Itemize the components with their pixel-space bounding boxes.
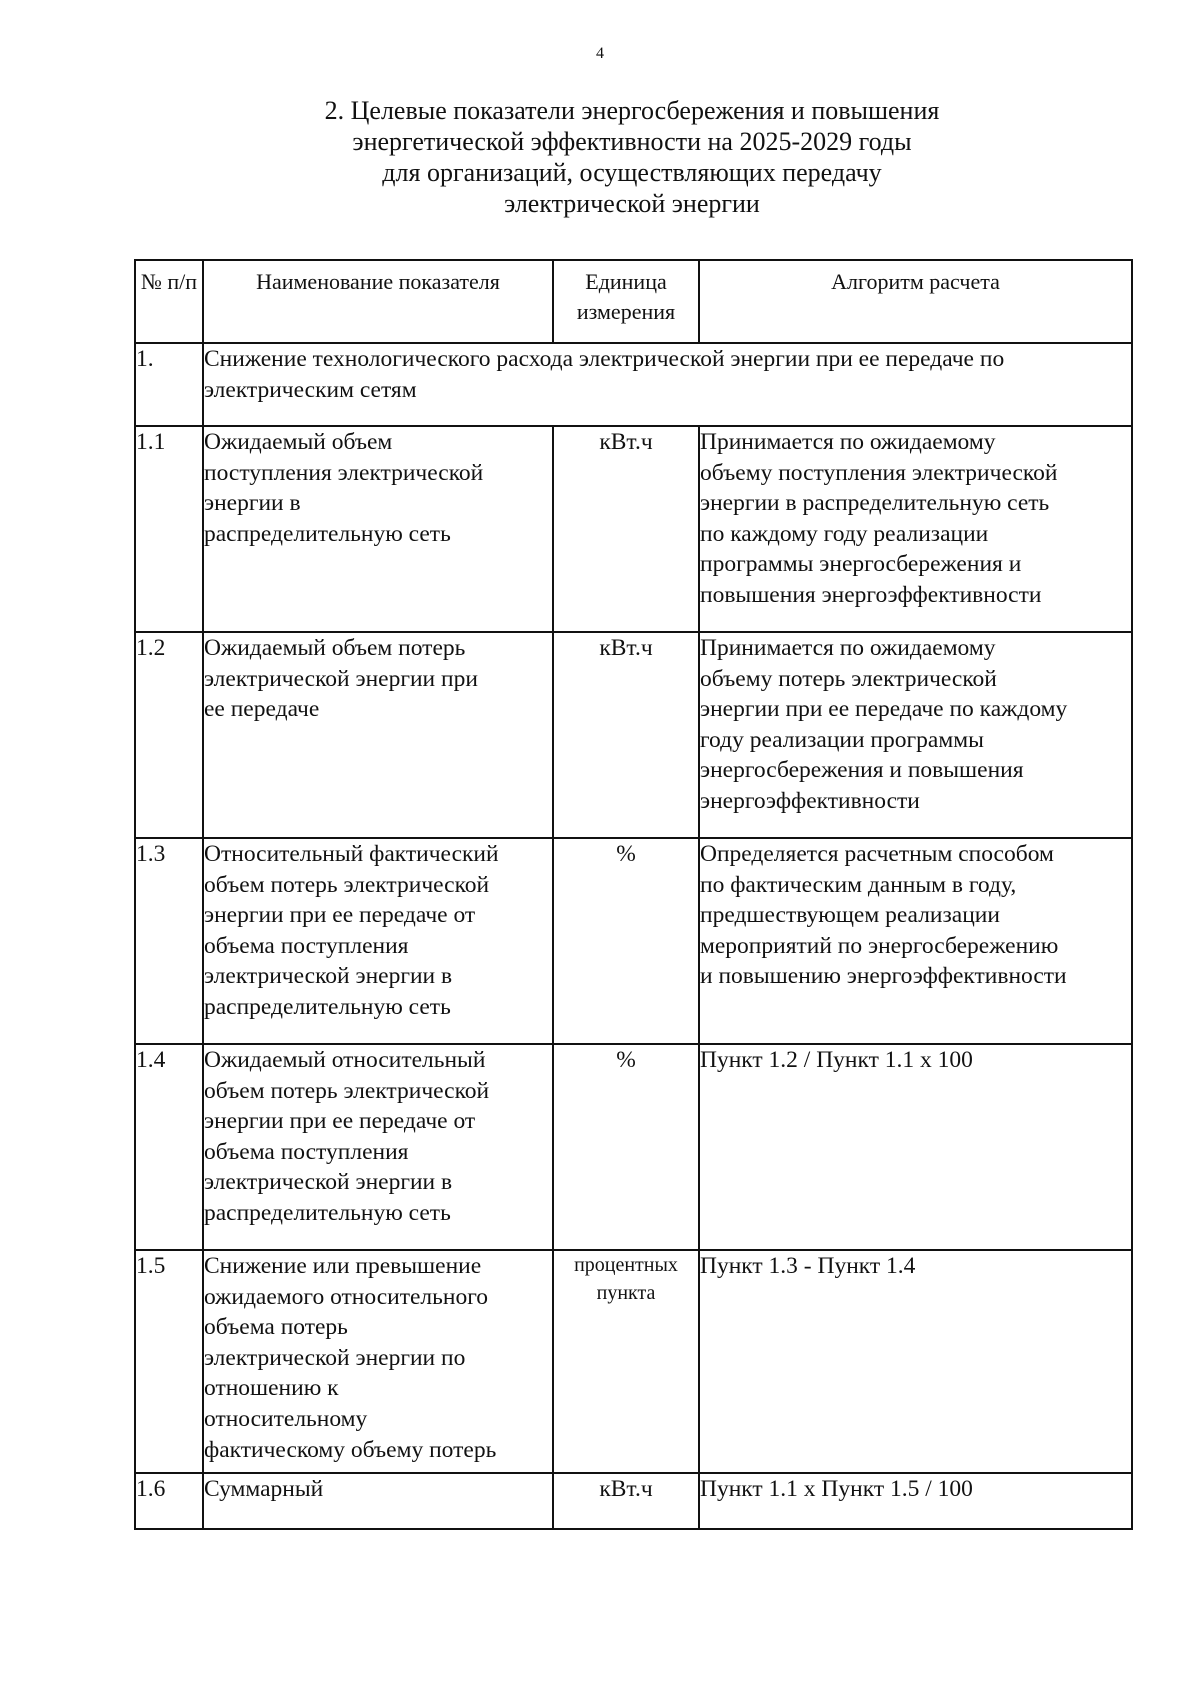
indicator-name-line: распределительную сеть bbox=[204, 1199, 451, 1226]
indicator-name-line: распределительную сеть bbox=[204, 993, 451, 1020]
row-number: 1.5 bbox=[135, 1250, 203, 1473]
algorithm-line: энергии в распределительную сеть bbox=[700, 490, 1050, 517]
section-title bbox=[0, 95, 1200, 219]
indicators-table bbox=[134, 259, 1133, 1530]
header-number: № п/п bbox=[135, 260, 203, 343]
indicator-name-line: электрической энергии в bbox=[204, 963, 453, 990]
table-row bbox=[135, 426, 1132, 632]
row-number: 1.6 bbox=[135, 1473, 203, 1529]
indicator-name bbox=[203, 1250, 553, 1473]
calculation-algorithm bbox=[699, 1473, 1132, 1529]
algorithm-line: по фактическим данным в году, bbox=[700, 871, 1017, 898]
indicator-name-line: Ожидаемый объем потерь bbox=[204, 635, 466, 661]
algorithm-line: объему поступления электрической bbox=[700, 459, 1058, 486]
section-row bbox=[135, 343, 1132, 426]
row-number: 1.3 bbox=[135, 838, 203, 1044]
indicator-name-line: энергии при ее передаче от bbox=[204, 1108, 476, 1135]
indicator-name-line: объем потерь электрической bbox=[204, 1077, 490, 1104]
algorithm-line: энергоэффективности bbox=[700, 787, 920, 814]
unit-of-measure: кВт.ч bbox=[553, 426, 699, 632]
indicator-name-line: объема поступления bbox=[204, 932, 409, 959]
indicator-name-line: электрической энергии в bbox=[204, 1169, 453, 1196]
table-row bbox=[135, 1250, 1132, 1473]
algorithm-line: Определяется расчетным способом bbox=[700, 841, 1054, 867]
section-number: 1. bbox=[135, 343, 203, 426]
section-title-line: для организаций, осуществляющих передачу bbox=[382, 158, 882, 187]
table-row bbox=[135, 632, 1132, 838]
calculation-algorithm bbox=[699, 426, 1132, 632]
calculation-algorithm bbox=[699, 1250, 1132, 1473]
algorithm-line: по каждому году реализации bbox=[700, 520, 989, 547]
indicator-name bbox=[203, 426, 553, 632]
table-row bbox=[135, 1044, 1132, 1250]
algorithm-line: Пункт 1.2 / Пункт 1.1 x 100 bbox=[700, 1047, 973, 1073]
indicator-name-line: отношению к bbox=[204, 1375, 339, 1402]
indicator-name-line: объем потерь электрической bbox=[204, 871, 490, 898]
algorithm-line: объему потерь электрической bbox=[700, 665, 997, 692]
indicator-name-line: объема потерь bbox=[204, 1314, 348, 1341]
indicator-name-line: ожидаемого относительного bbox=[204, 1283, 488, 1310]
table-row bbox=[135, 1473, 1132, 1529]
indicator-name-line: поступления электрической bbox=[204, 459, 484, 486]
indicator-name-line: энергии в bbox=[204, 490, 301, 517]
algorithm-line: году реализации программы bbox=[700, 726, 984, 753]
algorithm-line: Принимается по ожидаемому bbox=[700, 635, 996, 661]
indicator-name-line: Ожидаемый объем bbox=[204, 429, 393, 455]
indicator-name-line: фактическому объему потерь bbox=[204, 1436, 497, 1463]
table-header-row bbox=[135, 260, 1132, 343]
indicator-name-line: относительному bbox=[204, 1405, 368, 1432]
indicator-name bbox=[203, 632, 553, 838]
unit-of-measure: процентных пункта bbox=[553, 1250, 699, 1473]
indicator-name bbox=[203, 1473, 553, 1529]
row-number: 1.2 bbox=[135, 632, 203, 838]
row-number: 1.1 bbox=[135, 426, 203, 632]
header-name: Наименование показателя bbox=[203, 260, 553, 343]
indicator-name-line: электрической энергии при bbox=[204, 665, 478, 692]
unit-of-measure: % bbox=[553, 838, 699, 1044]
calculation-algorithm bbox=[699, 838, 1132, 1044]
algorithm-line: предшествующем реализации bbox=[700, 902, 1000, 929]
calculation-algorithm bbox=[699, 632, 1132, 838]
algorithm-line: программы энергосбережения и bbox=[700, 551, 1022, 578]
page-number: 4 bbox=[596, 45, 604, 62]
calculation-algorithm bbox=[699, 1044, 1132, 1250]
indicator-name-line: распределительную сеть bbox=[204, 520, 451, 547]
indicator-name-line: объема поступления bbox=[204, 1138, 409, 1165]
indicator-name-line: электрической энергии по bbox=[204, 1344, 466, 1371]
table-row bbox=[135, 838, 1132, 1044]
algorithm-line: Пункт 1.1 x Пункт 1.5 / 100 bbox=[700, 1476, 973, 1502]
unit-of-measure: % bbox=[553, 1044, 699, 1250]
section-heading: Снижение технологического расхода электрической энергии при ее передаче по электрическим сетям bbox=[203, 343, 1132, 426]
indicator-name-line: ее передаче bbox=[204, 696, 320, 723]
algorithm-line: Пункт 1.3 - Пункт 1.4 bbox=[700, 1253, 916, 1279]
section-title-line: электрической энергии bbox=[504, 189, 760, 218]
algorithm-line: энергосбережения и повышения bbox=[700, 757, 1024, 784]
unit-of-measure: кВт.ч bbox=[553, 632, 699, 838]
header-unit: Единица измерения bbox=[553, 260, 699, 343]
header-algorithm: Алгоритм расчета bbox=[699, 260, 1132, 343]
algorithm-line: энергии при ее передаче по каждому bbox=[700, 696, 1068, 723]
algorithm-line: повышения энергоэффективности bbox=[700, 581, 1042, 608]
indicator-name-line: Снижение или превышение bbox=[204, 1253, 482, 1279]
indicator-name-line: Относительный фактический bbox=[204, 841, 499, 867]
indicator-name-line: Ожидаемый относительный bbox=[204, 1047, 486, 1073]
algorithm-line: мероприятий по энергосбережению bbox=[700, 932, 1059, 959]
algorithm-line: Принимается по ожидаемому bbox=[700, 429, 996, 455]
section-title-line: энергетической эффективности на 2025-2029 годы bbox=[352, 127, 912, 156]
row-number: 1.4 bbox=[135, 1044, 203, 1250]
indicator-name bbox=[203, 838, 553, 1044]
algorithm-line: и повышению энергоэффективности bbox=[700, 963, 1067, 990]
indicator-name-line: энергии при ее передаче от bbox=[204, 902, 476, 929]
section-title-line: 2. Целевые показатели энергосбережения и повышения bbox=[324, 96, 940, 125]
unit-of-measure: кВт.ч bbox=[553, 1473, 699, 1529]
indicator-name-line: Суммарный bbox=[204, 1476, 324, 1502]
indicator-name bbox=[203, 1044, 553, 1250]
